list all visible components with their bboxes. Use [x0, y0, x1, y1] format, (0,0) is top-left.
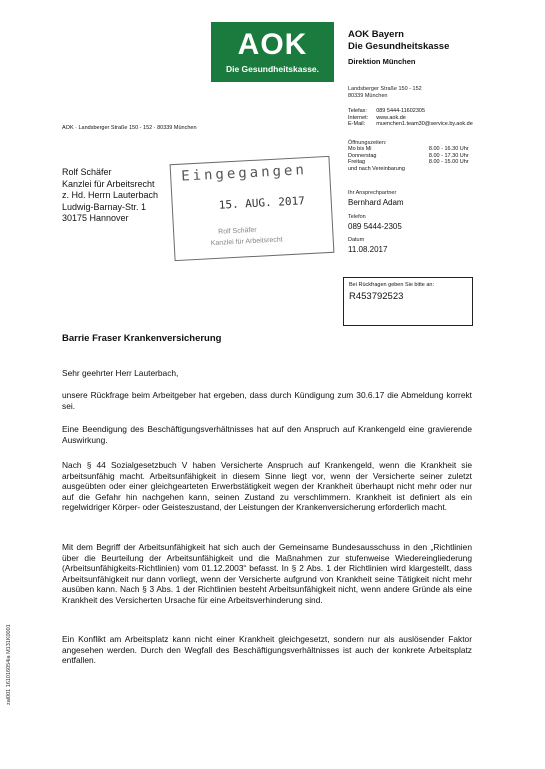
- contact-label: Internet:: [348, 114, 369, 121]
- address-city: 80339 München: [348, 92, 388, 99]
- contact-row: [348, 115, 481, 122]
- phone-block: [348, 214, 402, 231]
- hours-days: Mo bis Mi: [348, 146, 372, 152]
- recipient-line: Rolf Schäfer: [62, 167, 112, 177]
- contact-value: 089 5444-11602305: [376, 108, 426, 114]
- salutation: Sehr geehrter Herr Lauterbach,: [62, 368, 179, 378]
- stamp-name: Rolf Schäfer: [218, 226, 257, 236]
- callback-value: R453792523: [349, 291, 404, 302]
- date-value: 11.08.2017: [348, 245, 388, 254]
- date-label: Datum: [348, 237, 365, 243]
- stamp-firm: Kanzlei für Arbeitsrecht: [210, 236, 283, 248]
- phone-value: 089 5444-2305: [348, 222, 402, 231]
- stamp-title: Eingegangen: [180, 162, 308, 185]
- contact-value: www.aok.de: [376, 114, 406, 121]
- recipient-line: Ludwig-Barnay-Str. 1: [62, 201, 147, 212]
- paragraph: Ein Konflikt am Arbeitsplatz kann nicht einer Krankheit gleichgesetzt, sondern nur als auslösender Faktor angesehen werden. Durch den Wegfall des Beschäftigungsverhältnisses ist auch der konkrete Arbeitsplatz entfallen.: [62, 634, 472, 666]
- contact-row: [348, 108, 481, 115]
- logo-tagline: Die Gesundheitskasse.: [225, 64, 320, 74]
- contact-row: [348, 121, 481, 128]
- hours-time: 8.00 - 15.00 Uhr: [428, 159, 469, 166]
- hours-time: 8.00 - 17.30 Uhr: [428, 152, 469, 159]
- contact-label: E-Mail:: [348, 121, 366, 128]
- address-street: Landsberger Straße 150 - 152: [348, 86, 422, 92]
- paragraph: unsere Rückfrage beim Arbeitgeber hat ergeben, dass durch Kündigung zum 30.6.17 die Abmeldung korrekt sei.: [62, 390, 472, 411]
- company-subtitle: Die Gesundheitskasse: [348, 40, 450, 52]
- paragraph: Mit dem Begriff der Arbeitsunfähigkeit hat sich auch der Gemeinsame Bundesausschuss in den „Richtlinien über die Beurteilung der Arbeitsunfähigkeit und die Maßnahmen zur stufenweise Wiedereingliederung (Arbeitsunfähigkeits-Richtlinien) vom 01.12.2003“ befasst. In § 2 Abs. 1 der Richtlinien wird klargestellt, dass Arbeitsunfähigkeit nur dann vorliegt, wenn der Versicherte aufgrund von Krankheit seine Tätigkeit nicht mehr ausüben kann. Nach § 3 Abs. 1 der Richtlinien besteht Arbeitsunfähigkeit nicht, wenn andere Gründe als eine Krankheit des Versicherten Ursache für eine Arbeitsverhinderung sind.: [62, 542, 472, 605]
- hours-note: und nach Vereinbarung: [348, 165, 405, 172]
- sender-return-line: AOK · Landsberger Straße 150 - 152 · 80339 München: [62, 125, 197, 131]
- company-division: Direktion München: [348, 57, 416, 66]
- contact-label: Telefax:: [348, 108, 367, 114]
- received-stamp: [170, 156, 335, 261]
- contact-person-label: Ihr Ansprechpartner: [348, 190, 397, 196]
- document-side-code: zal001 161016054ia M131K0001: [6, 624, 12, 705]
- logo-mark: AOK: [237, 28, 308, 61]
- contact-person-value: Bernhard Adam: [348, 198, 404, 207]
- hours-time: 8.00 - 16.30 Uhr: [428, 146, 469, 152]
- callback-label: Bei Rückfragen geben Sie bitte an:: [349, 282, 435, 288]
- hours-days: Freitag: [348, 159, 366, 166]
- hours-row: [348, 153, 493, 160]
- paragraph: Nach § 44 Sozialgesetzbuch V haben Versicherte Anspruch auf Krankengeld, wenn die Krankheit sie arbeitsunfähig macht. Arbeitsunfähigkeit in diesem Sinne liegt vor, wenn der Versicherte seiner zuletzt ausgeübten oder einer gleichgearteten Erwerbstätigkeit wegen der Krankheit überhaupt nicht mehr oder nur auf die Gefahr hin nachgehen kann, seinen Zustand zu verschlimmern. Krankheit ist definiert als ein regelwidriger Körper- oder Geisteszustand, der Leistungen der Krankenversicherung erforderlich macht.: [62, 460, 472, 513]
- aok-logo: [211, 22, 334, 82]
- phone-label: Telefon: [348, 214, 366, 220]
- hours-table: [348, 146, 493, 172]
- paragraph: Eine Beendigung des Beschäftigungsverhältnisses hat auf den Anspruch auf Krankengeld eine gravierende Auswirkung.: [62, 424, 472, 445]
- company-name: AOK Bayern: [348, 29, 404, 40]
- contact-table: [348, 108, 481, 128]
- recipient-address: [62, 167, 158, 225]
- stamp-date: 15. AUG. 2017: [218, 194, 306, 212]
- callback-reference-box: [343, 277, 473, 326]
- hours-row: [348, 166, 493, 173]
- letter-subject: Barrie Fraser Krankenversicherung: [62, 333, 222, 344]
- date-block: [348, 237, 387, 254]
- hours-row: [348, 159, 493, 166]
- hours-heading: Öffnungszeiten:: [348, 140, 387, 146]
- recipient-line: 30175 Hannover: [62, 213, 129, 223]
- company-address: [348, 86, 422, 99]
- contact-person: [348, 190, 404, 207]
- hours-days: Donnerstag: [348, 152, 377, 159]
- hours-row: [348, 146, 493, 153]
- company-header: [348, 29, 449, 68]
- contact-value: muenchen1.team30@service.by.aok.de: [376, 121, 473, 128]
- recipient-line: Kanzlei für Arbeitsrecht: [62, 178, 155, 189]
- recipient-line: z. Hd. Herrn Lauterbach: [62, 190, 159, 200]
